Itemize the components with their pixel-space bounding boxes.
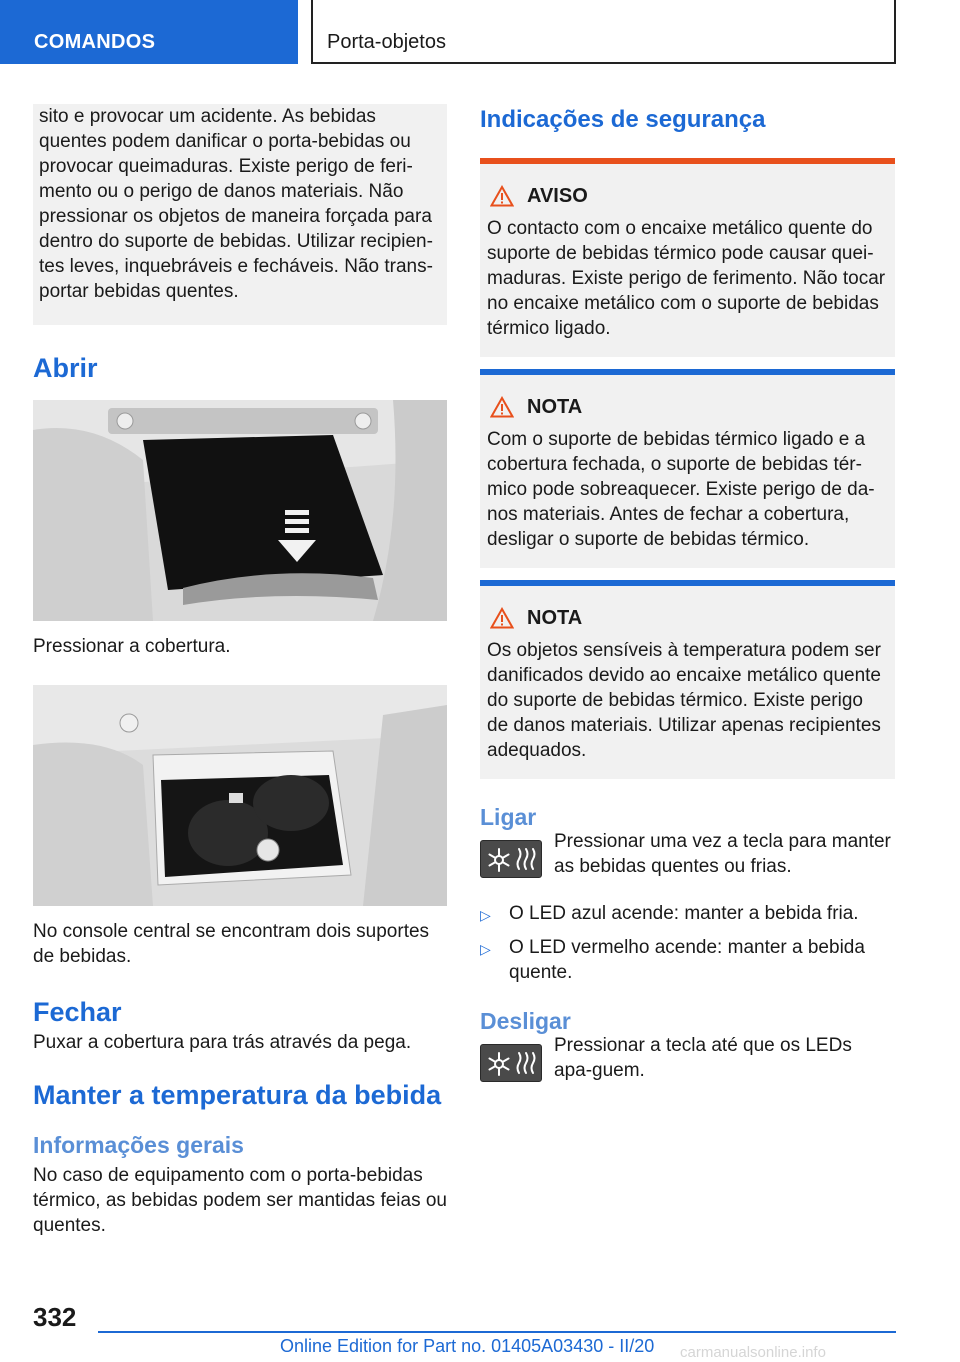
warning-bar	[480, 369, 895, 375]
ligar-text: Pressionar uma vez a tecla para manter as bebidas quentes ou frias.	[554, 831, 891, 877]
warning-bar	[480, 580, 895, 586]
warning-title: AVISO	[527, 184, 588, 207]
edition-link[interactable]: Online Edition for Part no. 01405A03430 - II/20	[280, 1336, 655, 1356]
snowflake-heat-key-icon	[480, 1044, 542, 1082]
desligar-heading: Desligar	[480, 1008, 571, 1034]
right-column	[480, 104, 895, 1083]
info-heading: Informações gerais	[33, 1132, 244, 1158]
fechar-heading: Fechar	[33, 997, 122, 1027]
manter-heading: Manter a temperatura da bebida	[33, 1080, 442, 1110]
snowflake-heat-key-icon	[480, 840, 542, 878]
intro-warning-continuation	[33, 104, 447, 325]
warning-text: O contacto com o encaixe metálico quente do suporte de bebidas térmico pode causar quei-maduras. Existe perigo de ferimento. Não tocar no encaixe metálico com o suporte de bebidas térmico ligado.	[487, 218, 886, 339]
warning-triangle-icon	[490, 607, 514, 629]
led-bullet-list	[480, 901, 895, 985]
warning-bar	[480, 158, 895, 164]
warning-triangle-icon	[490, 185, 514, 207]
triangle-bullet-icon: ▷	[480, 941, 491, 957]
warning-box-aviso	[480, 158, 895, 357]
abrir-heading: Abrir	[33, 353, 98, 383]
footer-divider	[98, 1331, 896, 1333]
section-tab: COMANDOS	[0, 0, 298, 64]
photo-cup-holders	[33, 685, 447, 906]
warning-title-row	[487, 395, 887, 419]
warning-title: NOTA	[527, 606, 583, 629]
warning-box-nota-2	[480, 580, 895, 779]
info-text: No caso de equipamento com o porta-bebidas térmico, as bebidas podem ser mantidas feias ou quentes.	[33, 1165, 447, 1236]
ligar-row	[480, 831, 895, 879]
list-item	[480, 935, 895, 985]
warning-text: Os objetos sensíveis à temperatura podem ser danificados devido ao encaixe metálico quente do suporte de bebidas térmico. Existe perigo de danos materiais. Utilizar apenas recipientes adequados.	[487, 640, 881, 761]
list-item-text: O LED azul acende: manter a bebida fria.	[509, 903, 859, 924]
watermark: carmanualsonline.info	[680, 1344, 826, 1361]
list-item	[480, 901, 895, 928]
photo-press-cover	[33, 400, 447, 621]
page-number: 332	[33, 1302, 77, 1332]
left-column	[33, 104, 447, 1238]
desligar-row	[480, 1035, 895, 1083]
topic-tab: Porta-objetos	[311, 0, 896, 64]
list-item-text: O LED vermelho acende: manter a bebida quente.	[509, 937, 865, 983]
desligar-text: Pressionar a tecla até que os LEDs apa-guem.	[554, 1035, 852, 1081]
warning-box-nota-1	[480, 369, 895, 568]
caption-cup-holders: No console central se encontram dois suportes de bebidas.	[33, 921, 430, 967]
triangle-bullet-icon: ▷	[480, 907, 491, 923]
warning-title-row	[487, 606, 887, 630]
warning-text: Com o suporte de bebidas térmico ligado e a cobertura fechada, o suporte de bebidas tér-mico pode sobreaquecer. Existe perigo de da-nos materiais. Antes de fechar a cobertura, desligar o suporte de bebidas térmico.	[487, 429, 875, 550]
intro-text: sito e provocar um acidente. As bebidas quentes podem danificar o porta-bebidas ou provocar queimaduras. Existe perigo de feri-mento ou o perigo de danos materiais. Não pressionar os objetos de maneira forçada para dentro do suporte de bebidas. Utilizar recipien-tes leves, inquebráveis e fecháveis. Não trans-portar bebidas quentes.	[39, 106, 433, 302]
warning-triangle-icon	[490, 396, 514, 418]
ligar-heading: Ligar	[480, 804, 537, 830]
safety-heading: Indicações de segurança	[480, 106, 766, 133]
fechar-text: Puxar a cobertura para trás através da pega.	[33, 1032, 412, 1053]
warning-title-row	[487, 184, 887, 208]
warning-title: NOTA	[527, 395, 583, 418]
caption-press-cover: Pressionar a cobertura.	[33, 636, 231, 657]
